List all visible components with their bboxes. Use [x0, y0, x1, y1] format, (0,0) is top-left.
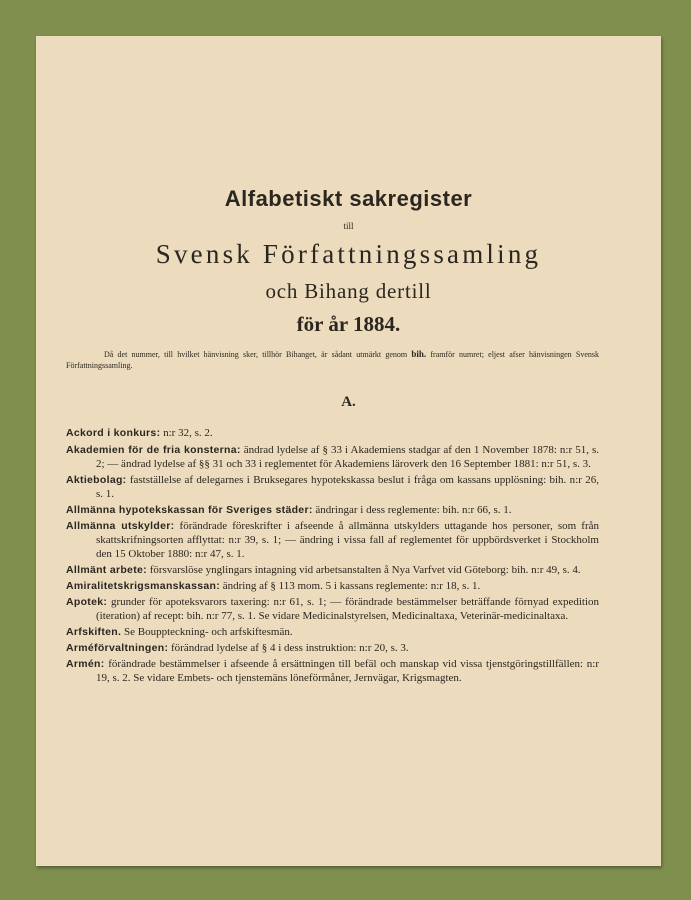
entry-keyword: Arméförvaltningen: — [66, 642, 169, 654]
register-entry — [66, 595, 599, 623]
register-entry — [66, 625, 599, 639]
entry-keyword: Arfskiften. — [66, 626, 122, 638]
entry-keyword: Aktiebolag: — [66, 474, 127, 486]
entry-keyword: Armén: — [66, 658, 105, 670]
note-text-2: framför numret; eljest afser hänvisningen Svensk Författningssamling. — [66, 350, 600, 370]
entry-text: fastställelse af delegarnes i Bruksegares hypotekskassa beslut i fråga om kassans upplösning: bih. n:r 26, s. 1. — [96, 474, 599, 500]
section-heading: A. — [341, 394, 356, 410]
entry-text: n:r 32, s. 2. — [163, 427, 213, 439]
register-entry — [66, 426, 599, 440]
entry-keyword: Allmänna hypotekskassan för Sveriges städer: — [66, 504, 313, 516]
register-entry — [66, 443, 599, 471]
entry-text: ändrad lydelse af § 33 i Akademiens stadgar af den 1 November 1878: n:r 51, s. 2; — ändrad lydelse af §§ 31 och 33 i reglementet för Akademiens läroverk den 16 September 1881: n:r 51, s. 3. — [96, 444, 600, 470]
entry-keyword: Ackord i konkurs: — [66, 427, 161, 439]
entry-text: förändrad lydelse af § 4 i dess instruktion: n:r 20, s. 3. — [171, 642, 409, 654]
document-subtitle: Svensk Författningssamling — [155, 239, 542, 269]
register-entry — [66, 563, 599, 577]
register-entry — [66, 641, 599, 655]
register-entries — [66, 426, 599, 687]
entry-text: grunder för apoteksvarors taxering: n:r 61, s. 1; — förändrade bestämmelser beträffande förnyad expedition (iteration) af recept: bih. n:r 77, s. 1. Se vidare Medicinalstyrelsen, Medicinaltaxa, Veterinär-medicinaltaxa. — [96, 596, 600, 622]
explanatory-note — [66, 349, 599, 371]
entry-text: Se Bouppteckning- och arfskiftesmän. — [123, 626, 293, 638]
document-page — [36, 36, 661, 866]
document-year: för år 1884. — [296, 312, 401, 336]
entry-keyword: Akademien för de fria konsterna: — [66, 444, 241, 456]
entry-text: förändrade bestämmelser i afseende å ersättningen till befäl och manskap vid vissa tjenstgöringstillfällen: n:r 19, s. 2. Se vidare Embets- och tjenstemäns löneförmåner, Jernvägar, Krigsmagten. — [96, 658, 600, 684]
document-title-till: till — [343, 221, 354, 231]
register-entry — [66, 519, 599, 561]
note-text: Då det nummer, till hvilket hänvisning sker, tillhör Bihanget, är sådant utmärkt genom — [104, 350, 408, 359]
entry-keyword: Allmänt arbete: — [66, 564, 147, 576]
register-entry — [66, 503, 599, 517]
entry-keyword: Apotek: — [66, 596, 108, 608]
register-entry — [66, 657, 599, 685]
register-entry — [66, 579, 599, 593]
entry-text: ändringar i dess reglemente: bih. n:r 66, s. 1. — [315, 504, 512, 516]
entry-keyword: Allmänna utskylder: — [66, 520, 175, 532]
entry-keyword: Amiralitetskrigsmanskassan: — [66, 580, 221, 592]
document-title: Alfabetiskt sakregister — [224, 186, 473, 211]
document-subtitle-bihang: och Bihang dertill — [265, 279, 432, 303]
register-entry — [66, 473, 599, 501]
entry-text: försvarslöse ynglingars intagning vid arbetsanstalten å Nya Varfvet vid Göteborg: bih. n:r 49, s. 4. — [149, 564, 581, 576]
entry-text: förändrade föreskrifter i afseende å allmänna utskylders uttagande hos personer, som från skattskrifningsorten afflyttat: n:r 39, s. 1; — ändring i vissa fall af reglementet för uppbördsverket i Stockholm den 15 Oktober 1880: n:r 47, s. 1. — [96, 520, 600, 560]
note-bold: bih. — [411, 349, 427, 359]
entry-text: ändring af § 113 mom. 5 i kassans reglemente: n:r 18, s. 1. — [222, 580, 481, 592]
